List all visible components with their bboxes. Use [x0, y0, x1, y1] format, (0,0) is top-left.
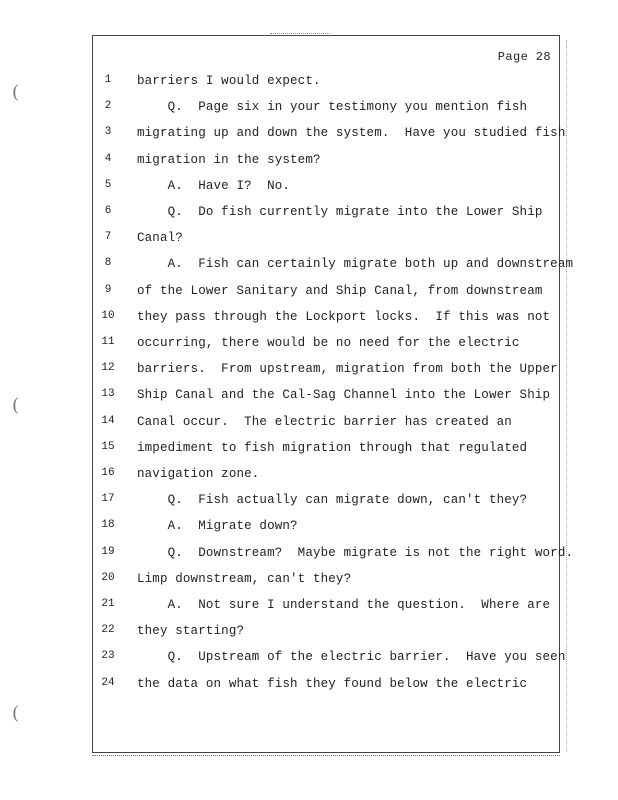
line-number: 16 [101, 467, 115, 479]
line-text: Q. Upstream of the electric barrier. Have you seen [137, 650, 566, 665]
line-number: 12 [101, 362, 115, 375]
transcript-line [93, 545, 574, 566]
transcript-line [93, 441, 559, 461]
line-text: impediment to fish migration through that regulated [137, 440, 528, 455]
line-text: of the Lower Sanitary and Ship Canal, from downstream [137, 283, 543, 298]
transcript-line [93, 231, 559, 251]
line-number: 9 [104, 283, 112, 296]
transcript-line [93, 284, 559, 304]
line-number: 15 [101, 440, 115, 453]
line-number: 20 [101, 571, 115, 584]
transcript-line [93, 336, 559, 356]
line-text: migration in the system? [137, 152, 321, 167]
right-margin-dots [566, 40, 568, 752]
bottom-rule [92, 755, 560, 759]
line-number: 21 [101, 598, 115, 610]
transcript-line [93, 310, 559, 330]
line-text: A. Migrate down? [137, 519, 298, 534]
transcript-line [93, 650, 566, 670]
line-text: A. Have I? No. [137, 178, 291, 193]
line-number: 4 [104, 152, 112, 165]
line-number: 8 [104, 257, 112, 270]
line-text: barriers. From upstream, migration from both the Upper [137, 362, 558, 377]
line-number: 18 [101, 519, 115, 532]
line-text: Canal? [137, 231, 183, 246]
line-text: Q. Fish actually can migrate down, can't they? [137, 493, 528, 508]
line-text: A. Fish can certainly migrate both up and downstream [137, 257, 574, 272]
line-text: they starting? [137, 624, 245, 639]
line-number: 23 [101, 650, 115, 663]
line-number: 2 [104, 100, 112, 113]
transcript-line [93, 74, 559, 94]
punch-hole-mark-middle: ( [12, 395, 20, 416]
transcript-line [93, 179, 559, 199]
line-number: 19 [101, 545, 115, 558]
page-number: Page 28 [497, 50, 551, 64]
line-number: 3 [104, 126, 112, 139]
punch-hole-mark-bottom: ( [12, 703, 20, 724]
line-number: 24 [101, 676, 115, 689]
line-number: 13 [101, 388, 115, 401]
transcript-line [93, 493, 559, 513]
transcript-line [93, 415, 559, 435]
transcript-page [92, 35, 574, 753]
transcript-line [93, 519, 559, 539]
line-text: barriers I would expect. [137, 74, 321, 88]
line-number: 17 [101, 493, 115, 506]
transcript-line [93, 467, 559, 487]
line-text: Q. Downstream? Maybe migrate is not the right word. [137, 545, 574, 560]
line-text: Q. Do fish currently migrate into the Lower Ship [137, 205, 543, 219]
line-number: 5 [104, 178, 112, 191]
line-number: 7 [104, 231, 112, 244]
line-number: 11 [101, 336, 115, 348]
line-text: Canal occur. The electric barrier has created an [137, 414, 512, 429]
line-text: navigation zone. [137, 467, 260, 481]
punch-hole-mark-top: ( [12, 82, 20, 103]
line-text: they pass through the Lockport locks. If this was not [137, 309, 551, 324]
transcript-line [93, 153, 559, 173]
transcript-line [93, 100, 559, 120]
line-number: 22 [101, 624, 115, 637]
line-number: 6 [104, 205, 112, 217]
transcript-line [93, 388, 559, 408]
transcript-line [93, 624, 559, 644]
line-text: the data on what fish they found below the electric [137, 676, 528, 691]
line-text: migrating up and down the system. Have you studied fish [137, 126, 566, 141]
line-number: 14 [101, 414, 115, 427]
transcript-line [93, 677, 559, 697]
transcript-line [93, 572, 559, 592]
transcript-line [93, 205, 559, 225]
transcript-line [93, 362, 559, 382]
transcript-line [93, 257, 574, 277]
line-text: Limp downstream, can't they? [137, 571, 352, 586]
line-text: A. Not sure I understand the question. Where are [137, 598, 551, 612]
line-text: occurring, there would be no need for the electric [137, 336, 520, 350]
transcript-line [93, 126, 566, 146]
line-number: 1 [104, 74, 112, 86]
line-text: Ship Canal and the Cal-Sag Channel into the Lower Ship [137, 388, 551, 403]
transcript-line [93, 598, 559, 618]
line-text: Q. Page six in your testimony you mention fish [137, 100, 528, 115]
line-number: 10 [101, 309, 115, 322]
